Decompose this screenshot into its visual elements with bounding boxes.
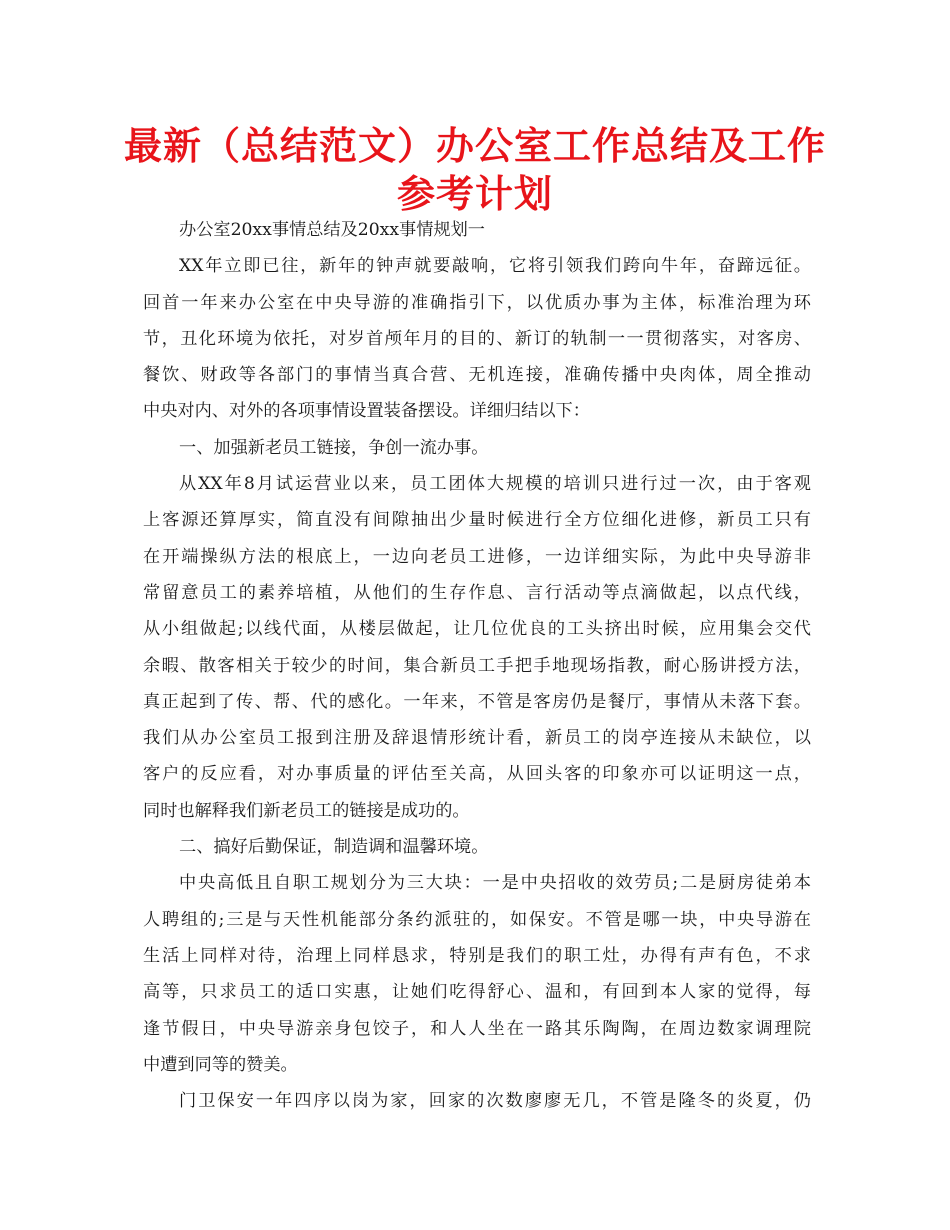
body-text-line: 在开端操纵方法的根底上，一边向老员工进修，一边详细实际，为此中央导游非 bbox=[143, 546, 811, 567]
document-body bbox=[143, 212, 811, 1119]
body-text-line: 餐饮、财政等各部门的事情当真合营、无机连接，准确传播中央肉体，周全推动 bbox=[143, 365, 811, 386]
body-text-line: 高等，只求员工的适口实惠，让她们吃得舒心、温和，有回到本人家的觉得，每 bbox=[143, 982, 811, 1003]
body-text-line: 一、加强新老员工链接，争创一流办事。 bbox=[179, 437, 489, 458]
document-title-line-1: 最新（总结范文）办公室工作总结及工作 bbox=[123, 124, 826, 168]
body-text-line: 办公室20xx事情总结及20xx事情规划一 bbox=[179, 220, 485, 240]
body-text-line: 生活上同样对待，治理上同样恳求，特别是我们的职工灶，办得有声有色，不求 bbox=[143, 945, 811, 966]
body-text-line: 二、搞好后勤保证，制造调和温馨环境。 bbox=[179, 837, 489, 858]
body-text-line: 中遭到同等的赞美。 bbox=[143, 1054, 298, 1075]
body-text-line: 中央对内、对外的各项事情设置装备摆设。详细归结以下： bbox=[143, 401, 590, 422]
body-text-line: 中央高低且自职工规划分为三大块：一是中央招收的效劳员;二是厨房徒弟本 bbox=[179, 873, 811, 894]
body-text-line: 真正起到了传、帮、代的感化。一年来，不管是客房仍是餐厅，事情从未落下套。 bbox=[143, 691, 811, 712]
document-title-line-2: 参考计划 bbox=[396, 172, 553, 216]
body-text-line: 从XX年8月试运营业以来，员工团体大规模的培训只进行过一次，由于客观 bbox=[179, 474, 811, 495]
body-text-line: 同时也解释我们新老员工的链接是成功的。 bbox=[143, 800, 470, 821]
body-text-line: 我们从办公室员工报到注册及辞退情形统计看，新员工的岗亭连接从未缺位，以 bbox=[143, 728, 811, 749]
body-text-line: XX年立即已往，新年的钟声就要敲响，它将引领我们跨向牛年，奋蹄远征。 bbox=[179, 256, 811, 277]
body-text-line: 余暇、散客相关于较少的时间，集合新员工手把手地现场指教，耐心肠讲授方法， bbox=[143, 655, 811, 676]
body-text-line: 从小组做起;以线代面，从楼层做起，让几位优良的工头挤出时候，应用集会交代 bbox=[143, 619, 811, 640]
body-text-line: 门卫保安一年四序以岗为家，回家的次数廖廖无几，不管是隆冬的炎夏，仍 bbox=[179, 1091, 811, 1112]
body-text-line: 回首一年来办公室在中央导游的准确指引下，以优质办事为主体，标准治理为环 bbox=[143, 292, 811, 313]
body-text-line: 节，丑化环境为依托，对岁首颅年月的目的、新订的轨制一一贯彻落实，对客房、 bbox=[143, 328, 811, 349]
body-text-line: 逢节假日，中央导游亲身包饺子，和人人坐在一路其乐陶陶，在周边数家调理院 bbox=[143, 1018, 811, 1039]
body-text-line: 上客源还算厚实，简直没有间隙抽出少量时候进行全方位细化进修，新员工只有 bbox=[143, 510, 811, 531]
body-text-line: 客户的反应看，对办事质量的评估至关高，从回头客的印象亦可以证明这一点， bbox=[143, 764, 811, 785]
body-text-line: 常留意员工的素养培植，从他们的生存作息、言行活动等点滴做起，以点代线， bbox=[143, 582, 811, 603]
body-text-line: 人聘组的;三是与天性机能部分条约派驻的，如保安。不管是哪一块，中央导游在 bbox=[143, 909, 811, 930]
